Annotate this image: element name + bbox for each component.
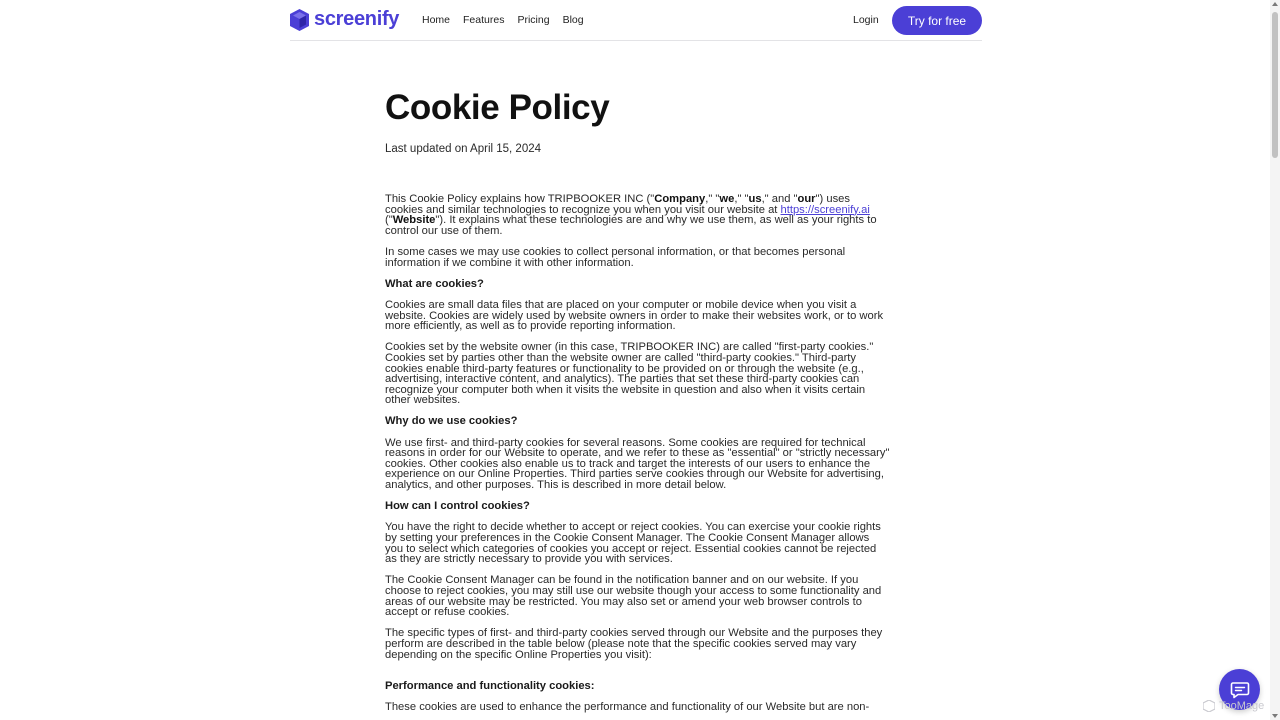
section-heading-what: What are cookies? [385, 277, 484, 290]
section-heading-performance: Performance and functionality cookies: [385, 680, 595, 693]
control-paragraph-1: You have the right to decide whether to accept or reject cookies. You can exercise your cookie rights by setting your preferences in the Cookie Consent Manager. The Cookie Consent Manager allows you to select which categories of cookies you accept or reject. Essential cookies cannot be rejected as they are strictly necessary to provide you with services. [385, 521, 881, 566]
watermark-text: TooMage [1219, 700, 1265, 712]
scroll-down-icon[interactable] [1272, 714, 1278, 718]
cookie-policy-content [385, 88, 890, 720]
last-updated-text: Last updated on April 15, 2024 [385, 143, 542, 155]
control-paragraph-2: The Cookie Consent Manager can be found in the notification banner and on our website. If you choose to reject cookies, you may still use our website though your access to some functionality and areas of our website may be restricted. You may also set or amend your web browser controls to accept or refuse cookies. [385, 574, 882, 619]
scroll-up-icon[interactable] [1272, 2, 1278, 6]
chat-bubble-icon [1230, 680, 1250, 700]
section-heading-why: Why do we use cookies? [385, 415, 518, 428]
nav-home[interactable]: Home [422, 14, 451, 26]
brand-logo[interactable] [290, 8, 399, 31]
scroll-thumb[interactable] [1272, 12, 1278, 158]
what-paragraph-1: Cookies are small data files that are placed on your computer or mobile device when you visit a website. Cookies are widely used by website owners in order to make their websites work, or to work more efficiently, as well as to provide reporting information. [385, 298, 884, 333]
performance-paragraph-1: These cookies are used to enhance the performance and functionality of our Website but are non- [385, 701, 870, 714]
personal-info-paragraph: In some cases we may use cookies to collect personal information, or that becomes personal information if we combine it with other information. [385, 245, 846, 269]
nav-blog[interactable]: Blog [562, 14, 584, 26]
control-paragraph-3: The specific types of first- and third-party cookies served through our Website and the purposes they perform are described in the table below (please note that the specific cookies served may vary depending on the specific Online Properties you visit): [385, 627, 883, 661]
page-scrollbar[interactable] [1270, 0, 1280, 720]
site-header [290, 0, 982, 41]
login-link[interactable]: Login [853, 14, 879, 26]
what-paragraph-2: Cookies set by the website owner (in this case, TRIPBOOKER INC) are called "first-party cookies." Cookies set by parties other than the website owner are called "third-party cookies." Third-party cookies enable third-party features or functionality to be provided on or through the website (e.g., advertising, interactive content, and analytics). The parties that set these third-party cookies can recognize your computer both when it visits the website in question and also when it visits certain other websites. [385, 341, 874, 407]
nav-pricing[interactable]: Pricing [517, 14, 550, 26]
page-title: Cookie Policy [385, 88, 610, 127]
nav-features[interactable]: Features [463, 14, 505, 26]
watermark-logo-icon [1203, 700, 1215, 712]
section-heading-control: How can I control cookies? [385, 500, 530, 513]
cube-logo-icon [290, 9, 309, 31]
brand-name: screenify [314, 8, 400, 30]
watermark [1203, 700, 1264, 712]
website-link[interactable]: https://screenify.ai [780, 203, 870, 216]
policy-body [385, 194, 890, 713]
main-nav [422, 14, 597, 26]
try-for-free-button[interactable]: Try for free [892, 6, 982, 35]
why-paragraph-1: We use first- and third-party cookies for several reasons. Some cookies are required for technical reasons in order for our Website to operate, and we refer to these as "essential" or "strictly necessary" cookies. Other cookies also enable us to track and target the interests of our users to enhance the experience on our Online Properties. Third parties serve cookies through our Website for advertising, analytics, and other purposes. This is described in more detail below. [385, 436, 890, 492]
intro-paragraph: This Cookie Policy explains how TRIPBOOKER INC ("Company," "we," "us," and "our") uses cookies and similar technologies to recognize you when you visit our website at https://screenify.ai ("Website"). It explains what these technologies are and why we use them, as well as your rights to control our use of them. [385, 193, 877, 237]
